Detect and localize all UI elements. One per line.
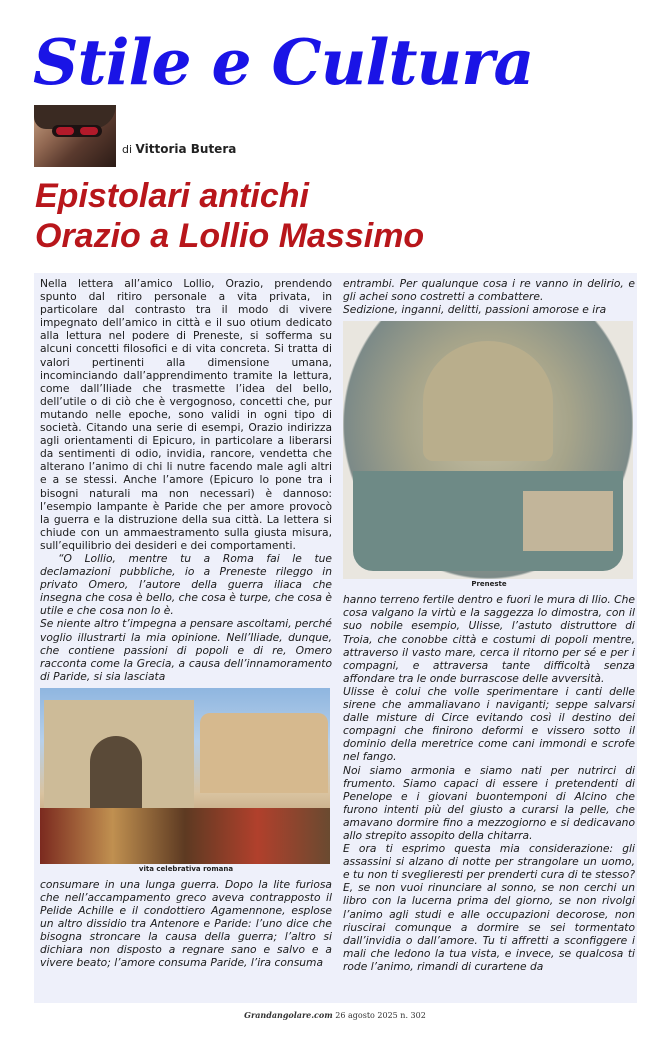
footer-date: 26 agosto 2025: [335, 1011, 398, 1020]
article-body: [34, 273, 637, 1003]
article-headline: [35, 176, 424, 256]
rome-image: [40, 688, 330, 864]
masthead-title: Stile e Cultura: [33, 25, 534, 99]
figure-preneste: [343, 321, 635, 589]
paragraph: Se niente altro t’impegna a pensare ascoltami, perché voglio illustrarti la mia opinione. Nell’Iliade, dunque, che contiene passioni di popoli e di re, Omero racconta come la Grecia, a causa dell’innamoramento di Paride, si sia lasciata: [40, 617, 332, 683]
paragraph: Sedizione, inganni, delitti, passioni amorose e ira: [343, 303, 607, 317]
figure-caption: vita celebrativa romana: [138, 864, 234, 873]
right-column: [343, 277, 635, 973]
headline-line-1: Epistolari antichi: [35, 177, 309, 215]
left-column: [40, 277, 332, 970]
paragraph: entrambi. Per qualunque cosa i re vanno in delirio, e gli achei sono costretti a combattere.: [343, 277, 635, 304]
preneste-mosaic-image: [343, 321, 633, 579]
headline-line-2: Orazio a Lollio Massimo: [35, 217, 425, 255]
figure-caption: Preneste: [471, 580, 507, 589]
footer-site: Grandangolare.com: [244, 1010, 333, 1020]
figure-rome: [40, 688, 332, 874]
footer-issue: n. 302: [400, 1011, 426, 1020]
paragraph: Nella lettera all’amico Lollio, Orazio, prendendo spunto dal ritiro personale a vita privata, in particolare dal contrasto tra il modo di vivere impegnato dell’amico in città e il suo otium dedicato alla lettura nel podere di Preneste, si sofferma su alcuni concetti filosofici e di vita concreta. Si tratta di valori pertinenti alla dimensione umana, incominciando dall’apprendimento tramite la lettura, come dall’Iliade che trasmette l’idea del bello, dell’utile o di ciò che è vergognoso, concetti che, pur mutando nelle epoche, sono validi in ogni tipo di società. Citando una serie di esempi, Orazio indirizza agli orientamenti di Epicuro, in particolare a liberarsi da sentimenti di odio, invidia, rancore, vendetta che alterano l’animo di chi li nutre facendo male agli altri e a se stessi. Anche l’amore (Epicuro lo pone tra i bisogni naturali ma non necessari) è dannoso: l’esempio lampante è Paride che per amore provocò la guerra e la distruzione della sua città. La lettera si chiude con un ammaestramento sulla giusta misura, sull’equilibrio dei desideri e dei comportamenti.: [40, 277, 332, 552]
author-photo: [34, 105, 116, 167]
byline: [122, 142, 236, 156]
paragraph: Noi siamo armonia e siamo nati per nutrirci di frumento. Siamo capaci di essere i pretendenti di Penelope e i giovani buontemponi di Alcino che furono intenti più del giusto a curarsi la pelle, che amavano dormire fino a mezzogiorno e si dedicavano allo strepito assopito della chitarra.: [343, 763, 635, 842]
paragraph: “O Lollio, mentre tu a Roma fai le tue declamazioni pubbliche, io a Preneste rileggo in privato Omero, l’autore della guerra iliaca che insegna che cosa è bello, che cosa è turpe, che cosa è utile e che cosa non lo è.: [40, 551, 332, 618]
page-footer: [0, 1010, 670, 1020]
paragraph: consumare in una lunga guerra. Dopo la lite furiosa che nell’accampamento greco aveva contrapposto il Pelide Achille e il condottiero Agamennone, esplose un altro dissidio tra Antenore e Paride: l’uno dice che bisogna stroncare la causa della guerra; l’altro si dichiara non disposto a regnare sano e salvo e a vivere beato; l’amore consuma Paride, l’ira consuma: [40, 877, 332, 970]
paragraph: hanno terreno fertile dentro e fuori le mura di Ilio. Che cosa valgano la virtù e la saggezza lo dimostra, con il suo nobile esempio, Ulisse, l’astuto distruttore di Troia, che conobbe città e costumi di popoli mentre, attraverso il vasto mare, cerca il ritorno per sé e per i compagni, e attraversa tante difficoltà senza affondare tra le onde burrascose delle avversità.: [343, 593, 635, 685]
author-name: Vittoria Butera: [135, 142, 237, 156]
paragraph: E ora ti esprimo questa mia considerazione: gli assassini si alzano di notte per strangolare un uomo, e tu non ti sveglieresti per prenderti cura di te stesso? E, se non vuoi rinunciare al sonno, se non cerchi un libro con la lucerna prima del giorno, se non rivolgi l’animo agli studi e alle occupazioni decorose, non riuscirai comunque a dormire se sei tormentato dall’invidia o dall’amore. Tu ti affretti a sconfiggere i mali che ledono la tua vista, e invece, se qualcosa ti rode l’animo, rimandi di curartene da: [343, 842, 635, 973]
paragraph: Ulisse è colui che volle sperimentare i canti delle sirene che ammaliavano i naviganti; seppe salvarsi dalle misture di Circe evitando così il destino dei compagni che finirono deformi e vissero sotto il dominio della meretrice come cani immondi e scrofe nel fango.: [343, 684, 635, 764]
byline-prefix: di: [122, 143, 133, 156]
